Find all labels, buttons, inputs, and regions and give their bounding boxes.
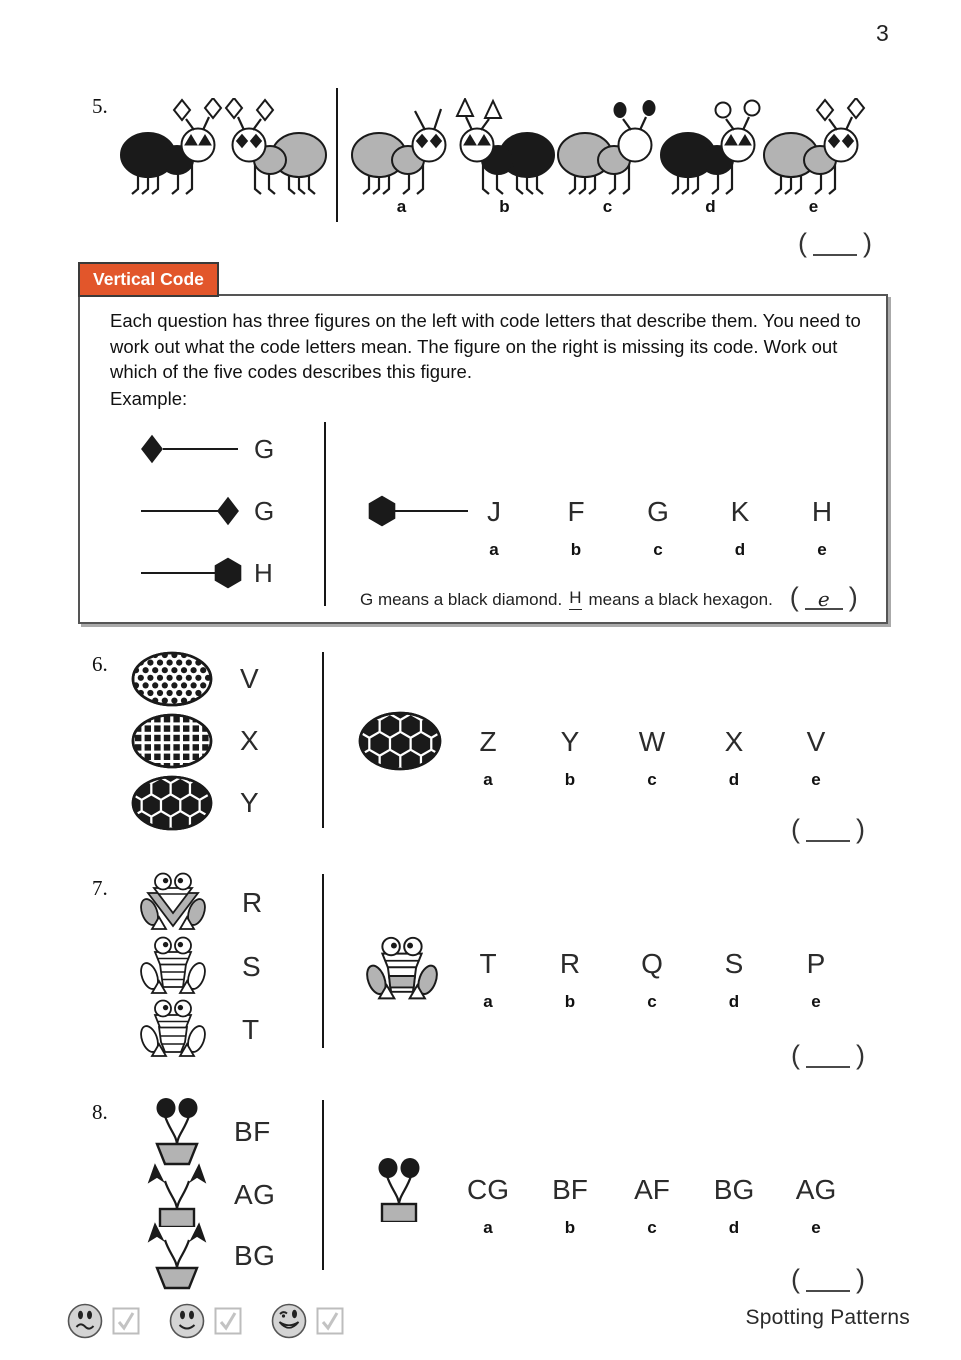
option-letter: d (728, 992, 740, 1011)
option-code: V (806, 726, 826, 757)
checkbox[interactable] (316, 1307, 344, 1335)
answer-blank-q8[interactable] (791, 1262, 865, 1292)
option-code: X (724, 726, 744, 757)
divider-q6 (322, 652, 324, 828)
option-code: BF (552, 1174, 588, 1205)
frog-figure (140, 936, 206, 998)
option-code: R (559, 948, 581, 979)
option-letter: b (564, 1218, 576, 1237)
option-letter: b (564, 992, 576, 1011)
explanation-part: means a black hexagon. (588, 590, 773, 609)
self-assessment-group (270, 1302, 344, 1340)
explanation-underlined: H (569, 588, 581, 610)
close-paren: ) (863, 228, 872, 258)
option-b[interactable] (529, 948, 611, 1012)
oval-figure (130, 712, 214, 770)
plant-figure (146, 1163, 208, 1227)
question-number-6: 6. (92, 652, 108, 676)
option-code: Z (479, 726, 497, 757)
divider-q8 (322, 1100, 324, 1270)
option-code: J (487, 496, 501, 527)
explanation-part: G means a black diamond. (360, 590, 563, 609)
option-e[interactable] (775, 726, 857, 790)
option-letter: b (570, 540, 582, 559)
close-paren: ) (856, 814, 865, 844)
example-option-e[interactable] (781, 496, 863, 560)
option-code: Y (560, 726, 580, 757)
option-letter: a (483, 992, 493, 1011)
example-row (138, 556, 273, 590)
option-letter: d (728, 770, 740, 789)
code-figure-row (130, 774, 259, 832)
question-7-target-figure (366, 936, 438, 1004)
self-assessment-group (66, 1302, 140, 1340)
instructions-text: Each question has three figures on the left with code letters that describe them. You need to work out what the code letters mean. The figure on the right is missing its code. Work out which of the five codes describes this figure. (110, 310, 861, 382)
example-options (453, 496, 863, 560)
option-a[interactable] (350, 98, 453, 217)
option-b[interactable] (529, 726, 611, 790)
worksheet-topic-label: Spotting Patterns (745, 1306, 910, 1329)
option-code: T (479, 948, 497, 979)
plant-figure (146, 1222, 208, 1290)
open-paren: ( (789, 582, 799, 612)
line-shape-figure (138, 432, 242, 466)
option-code: CG (467, 1174, 509, 1205)
option-letter: d (705, 197, 716, 216)
figure-code: S (242, 951, 262, 982)
figure-code: Y (240, 787, 260, 818)
answer-blank-q7[interactable] (791, 1038, 865, 1068)
option-letter: c (653, 540, 663, 559)
answer-blank-q5[interactable] (798, 226, 872, 256)
line-shape-figure (138, 556, 242, 590)
figure-code: AG (234, 1179, 276, 1210)
question-5-options (350, 98, 865, 217)
answer-blank-example (790, 580, 858, 610)
answer-blank-q6[interactable] (791, 812, 865, 842)
option-code: W (638, 726, 666, 757)
figure-code: G (254, 433, 275, 464)
option-b[interactable] (529, 1174, 611, 1238)
example-row (138, 494, 275, 528)
example-option-c[interactable] (617, 496, 699, 560)
figure-code: G (254, 495, 275, 526)
option-letter: a (483, 770, 493, 789)
option-d[interactable] (693, 726, 775, 790)
option-letter: c (647, 992, 657, 1011)
example-option-b[interactable] (535, 496, 617, 560)
option-a[interactable] (447, 1174, 529, 1238)
code-figure-row (140, 999, 260, 1061)
plant-figure (146, 1098, 208, 1166)
option-letter: e (811, 770, 821, 789)
open-paren: ( (798, 228, 807, 258)
open-paren: ( (791, 1264, 800, 1294)
option-code: BG (713, 1174, 755, 1205)
ant-figure (452, 98, 557, 196)
question-number-8: 8. (92, 1100, 108, 1124)
option-code: AG (795, 1174, 837, 1205)
answer-line (806, 1270, 850, 1292)
option-code: P (806, 948, 826, 979)
figure-code: H (254, 557, 274, 588)
answer-line (805, 588, 843, 610)
divider-q7 (322, 874, 324, 1048)
option-a[interactable] (447, 948, 529, 1012)
option-c[interactable] (611, 1174, 693, 1238)
option-d[interactable] (693, 948, 775, 1012)
option-letter: e (811, 992, 821, 1011)
option-code: S (724, 948, 744, 979)
ant-figure (658, 98, 763, 196)
figure-code: BG (234, 1240, 276, 1271)
example-explanation (360, 580, 858, 610)
question-6-target-figure (357, 710, 443, 772)
code-figure-row (130, 712, 259, 770)
option-code: AF (634, 1174, 670, 1205)
option-e[interactable] (775, 948, 857, 1012)
option-c[interactable] (556, 98, 659, 217)
question-8-target-figure (368, 1158, 430, 1222)
answer-value: e (817, 587, 830, 611)
option-b[interactable] (453, 98, 556, 217)
option-letter: e (811, 1218, 821, 1237)
option-d[interactable] (659, 98, 762, 217)
option-letter: c (647, 1218, 657, 1237)
option-e[interactable] (775, 1174, 857, 1238)
figure-code: T (242, 1014, 260, 1045)
option-letter: c (647, 770, 657, 789)
option-c[interactable] (611, 726, 693, 790)
section-title-tab: Vertical Code (78, 262, 219, 297)
checkbox[interactable] (112, 1307, 140, 1335)
example-row (138, 432, 275, 466)
answer-line (806, 820, 850, 842)
option-letter: a (396, 197, 407, 216)
oval-figure (130, 774, 214, 832)
option-code: H (811, 496, 833, 527)
option-letter: c (602, 197, 613, 216)
vertical-code-panel (78, 294, 888, 624)
code-figure-row (140, 872, 263, 934)
neutral-face-icon[interactable] (168, 1302, 206, 1340)
code-figure-row (130, 650, 259, 708)
question-6-options (447, 726, 857, 790)
figure-code: V (240, 663, 260, 694)
ant-figure (555, 98, 660, 196)
page-number: 3 (876, 20, 889, 46)
example-label: Example: (110, 388, 188, 409)
checkbox[interactable] (214, 1307, 242, 1335)
option-letter: e (808, 197, 819, 216)
option-code: Q (641, 948, 663, 979)
code-figure-row (146, 1163, 275, 1227)
option-code: K (730, 496, 750, 527)
option-letter: b (564, 770, 576, 789)
code-figure-row (146, 1098, 271, 1166)
divider-example (324, 422, 326, 606)
happy-face-icon[interactable] (270, 1302, 308, 1340)
option-e[interactable] (762, 98, 865, 217)
option-code: F (567, 496, 585, 527)
code-figure-row (140, 936, 261, 998)
frog-figure (140, 999, 206, 1061)
self-assessment-group (168, 1302, 242, 1340)
option-c[interactable] (611, 948, 693, 1012)
option-letter: a (489, 540, 499, 559)
ant-figure (761, 98, 866, 196)
open-paren: ( (791, 1040, 800, 1070)
oval-figure (130, 650, 214, 708)
question-number-7: 7. (92, 876, 108, 900)
close-paren: ) (848, 582, 858, 612)
option-letter: d (728, 1218, 740, 1237)
close-paren: ) (856, 1040, 865, 1070)
figure-code: X (240, 725, 260, 756)
option-letter: e (817, 540, 827, 559)
code-figure-row (146, 1222, 275, 1290)
option-letter: a (483, 1218, 493, 1237)
figure-code: BF (234, 1116, 271, 1147)
question-5-left-figure-1 (118, 98, 223, 196)
example-option-d[interactable] (699, 496, 781, 560)
figure-code: R (242, 887, 263, 918)
divider-q5 (336, 88, 338, 222)
question-7-options (447, 948, 857, 1012)
option-code: G (647, 496, 669, 527)
option-letter: d (734, 540, 746, 559)
question-5-left-figure-2 (224, 98, 329, 196)
option-d[interactable] (693, 1174, 775, 1238)
answer-line (806, 1046, 850, 1068)
option-a[interactable] (447, 726, 529, 790)
line-shape-figure (138, 494, 242, 528)
close-paren: ) (856, 1264, 865, 1294)
question-8-options (447, 1174, 857, 1238)
answer-line (813, 234, 857, 256)
frog-figure (140, 872, 206, 934)
sad-face-icon[interactable] (66, 1302, 104, 1340)
ant-figure (349, 98, 454, 196)
option-letter: b (499, 197, 510, 216)
example-option-a[interactable] (453, 496, 535, 560)
question-number-5: 5. (92, 94, 108, 118)
open-paren: ( (791, 814, 800, 844)
